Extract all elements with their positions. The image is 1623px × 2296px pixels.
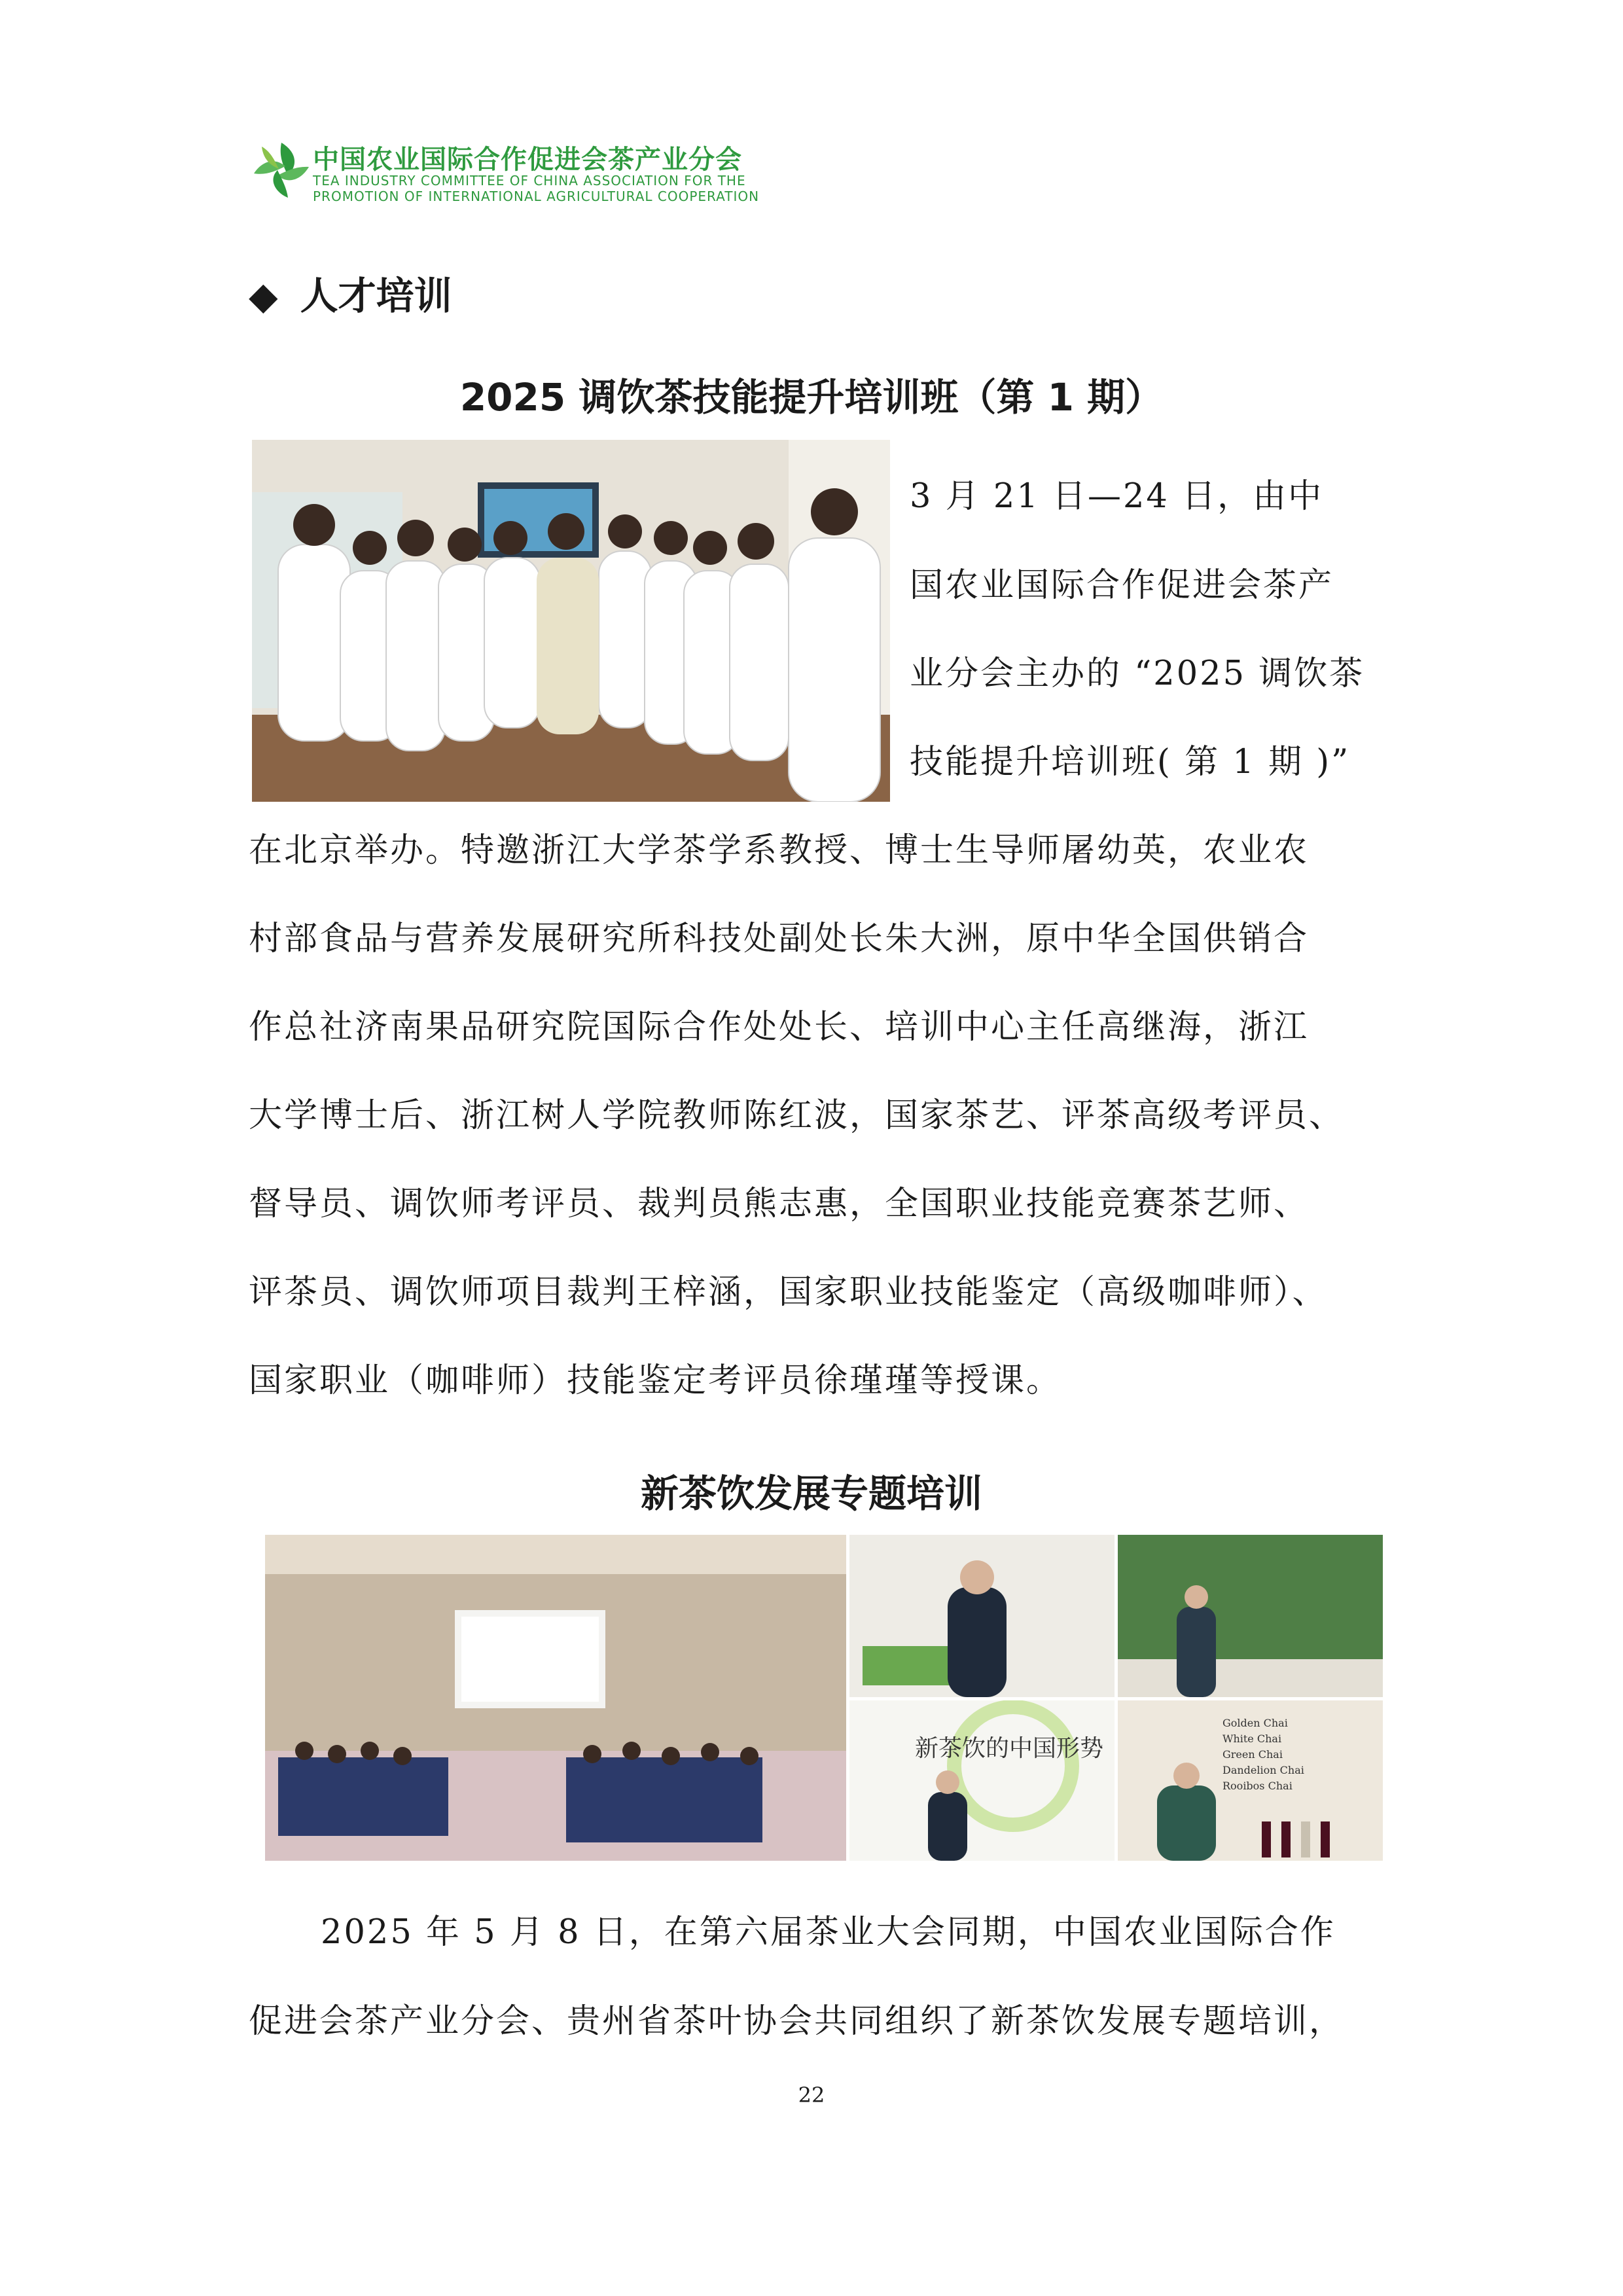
article1-line: 督导员、调饮师考评员、裁判员熊志惠，全国职业技能竞赛茶艺师、 (249, 1185, 1310, 1223)
article2-line: 2025 年 5 月 8 日，在第六届茶业大会同期，中国农业国际合作 (321, 1913, 1336, 1952)
article1-line: 国家职业（咖啡师）技能鉴定考评员徐瑾瑾等授课。 (249, 1361, 1062, 1400)
article-title-training-class: 2025 调饮茶技能提升培训班（第 1 期） (459, 375, 1164, 420)
speaker-photo-1 (849, 1535, 1115, 1697)
article1-line: 3 月 21 日—24 日，由中 (910, 477, 1324, 516)
diamond-bullet-icon: ◆ (249, 274, 278, 318)
article1-line: 大学博士后、浙江树人学院教师陈红波，国家茶艺、评茶高级考评员、 (249, 1096, 1345, 1135)
slide-bullet: Green Chai (1222, 1748, 1283, 1761)
tea-leaf-logo-icon (249, 137, 314, 203)
article1-line: 在北京举办。特邀浙江大学茶学系教授、博士生导师屠幼英，农业农 (249, 831, 1310, 870)
slide-bullet: Rooibos Chai (1222, 1780, 1293, 1792)
speaker-photo-4 (1118, 1700, 1383, 1861)
article1-line: 技能提升培训班( 第 1 期 )” (910, 743, 1351, 781)
section-title: 人才培训 (300, 274, 452, 318)
speaker-photo-3 (849, 1700, 1115, 1861)
org-name-en-line1: TEA INDUSTRY COMMITTEE OF CHINA ASSOCIATION FOR THE (313, 173, 746, 188)
lecture-hall-photo (265, 1535, 846, 1861)
slide-bullet: Golden Chai (1222, 1717, 1288, 1729)
section-heading (249, 265, 452, 320)
slide-title: 新茶饮的中国形势 (915, 1735, 1104, 1762)
slide-bullet: White Chai (1222, 1732, 1282, 1745)
speaker-photo-2 (1118, 1535, 1383, 1697)
org-name-en-line2: PROMOTION OF INTERNATIONAL AGRICULTURAL COOPERATION (313, 188, 760, 204)
article1-line: 业分会主办的 “2025 调饮茶 (910, 655, 1365, 693)
slide-bullet: Dandelion Chai (1222, 1764, 1304, 1776)
article-title-new-tea-drink: 新茶饮发展专题培训 (640, 1471, 982, 1516)
article2-line: 促进会茶产业分会、贵州省茶叶协会共同组织了新茶饮发展专题培训， (249, 2002, 1345, 2041)
article1-line: 国农业国际合作促进会茶产 (910, 566, 1334, 605)
article1-line: 作总社济南果品研究院国际合作处处长、培训中心主任高继海，浙江 (249, 1008, 1310, 1047)
article1-line: 村部食品与营养发展研究所科技处副处长朱大洲，原中华全国供销合 (249, 920, 1310, 958)
article1-line: 评茶员、调饮师项目裁判王梓涵，国家职业技能鉴定（高级咖啡师）、 (249, 1273, 1328, 1312)
training-class-group-photo (252, 440, 890, 802)
page-number: 22 (798, 2083, 825, 2108)
org-name-cn: 中国农业国际合作促进会茶产业分会 (313, 145, 742, 175)
